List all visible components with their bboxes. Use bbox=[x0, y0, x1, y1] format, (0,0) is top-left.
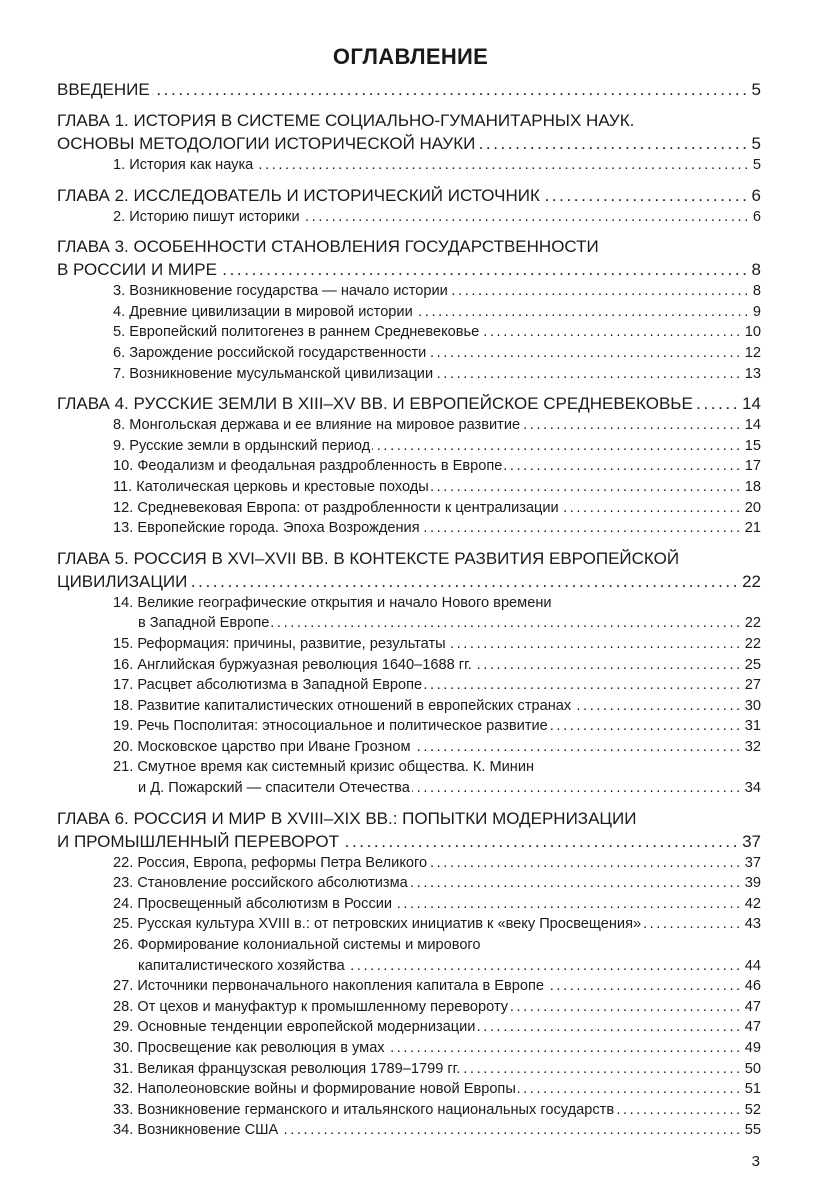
item-title: 7. Возникновение мусульманской цивилизации bbox=[113, 365, 434, 382]
item-page-number: 27 bbox=[744, 677, 761, 694]
dot-leader bbox=[448, 634, 743, 655]
dot-leader bbox=[429, 853, 743, 874]
item-page-number: 31 bbox=[744, 718, 761, 735]
item-page-number: 10 bbox=[744, 324, 761, 341]
chapter-page-number: 22 bbox=[742, 571, 761, 591]
chapter-line bbox=[57, 109, 761, 132]
chapter-title: ГЛАВА 3. ОСОБЕННОСТИ СТАНОВЛЕНИЯ ГОСУДАРСТВЕННОСТИ bbox=[57, 237, 599, 257]
chapter-title: ЦИВИЛИЗАЦИИ bbox=[57, 571, 188, 591]
item-line bbox=[57, 364, 761, 385]
item-title: 10. Феодализм и феодальная раздробленность в Европе bbox=[113, 458, 503, 475]
item-page-number: 30 bbox=[744, 697, 761, 714]
item-page-number: 8 bbox=[752, 283, 761, 300]
chapter-page-number: 14 bbox=[742, 394, 761, 414]
chapter-line bbox=[57, 78, 761, 101]
chapter-line bbox=[57, 830, 761, 853]
item-title: 27. Источники первоначального накопления капитала в Европе bbox=[113, 978, 545, 995]
item-page-number: 5 bbox=[752, 157, 761, 173]
item-title: 6. Зарождение российской государственности bbox=[113, 344, 427, 361]
item-line bbox=[57, 716, 761, 737]
item-line bbox=[57, 976, 761, 997]
dot-leader bbox=[347, 956, 743, 977]
dot-leader bbox=[410, 873, 743, 894]
item-title: 15. Реформация: причины, развитие, результаты bbox=[113, 635, 446, 652]
toc-item[interactable] bbox=[57, 593, 761, 634]
toc-item[interactable] bbox=[57, 477, 761, 498]
item-line bbox=[57, 1059, 761, 1080]
item-line bbox=[57, 1100, 761, 1121]
item-title: 2. Историю пишут историки bbox=[113, 208, 300, 225]
dot-leader bbox=[573, 696, 743, 717]
page-title: ОГЛАВЛЕНИЕ bbox=[332, 44, 489, 69]
item-page-number: 43 bbox=[744, 916, 761, 933]
toc-item[interactable] bbox=[57, 873, 761, 894]
item-title: 20. Московское царство при Иване Грозном bbox=[113, 738, 411, 755]
chapter-line bbox=[57, 547, 761, 570]
dot-leader bbox=[431, 477, 743, 498]
toc-item[interactable] bbox=[57, 853, 761, 874]
dot-leader bbox=[504, 456, 742, 477]
item-page-number: 17 bbox=[744, 458, 761, 475]
chapter-line bbox=[57, 807, 761, 830]
chapter-title: ГЛАВА 1. ИСТОРИЯ В СИСТЕМЕ СОЦИАЛЬНО-ГУМАНИТАРНЫХ НАУК. bbox=[57, 111, 635, 130]
item-title: 21. Смутное время как системный кризис общества. К. Минин bbox=[113, 759, 535, 776]
dot-leader bbox=[413, 737, 743, 758]
dot-leader bbox=[189, 570, 740, 593]
item-title: 11. Католическая церковь и крестовые походы bbox=[113, 478, 429, 495]
item-page-number: 34 bbox=[744, 780, 761, 797]
item-page-number: 50 bbox=[744, 1060, 761, 1077]
dot-leader bbox=[542, 184, 750, 207]
item-page-number: 25 bbox=[744, 656, 761, 673]
dot-leader bbox=[428, 343, 742, 364]
toc-item[interactable] bbox=[57, 997, 761, 1018]
toc-item[interactable] bbox=[57, 675, 761, 696]
item-page-number: 51 bbox=[744, 1081, 761, 1098]
toc-chapter[interactable] bbox=[57, 392, 761, 539]
item-title: 5. Европейский политогенез в раннем Средневековье bbox=[113, 324, 480, 341]
item-page-number: 15 bbox=[744, 437, 761, 454]
toc-item[interactable] bbox=[57, 737, 761, 758]
toc-item[interactable] bbox=[57, 155, 761, 176]
item-title: 25. Русская культура XVIII в.: от петровских инициатив к «веку Просвещения» bbox=[113, 916, 642, 933]
item-page-number: 42 bbox=[744, 895, 761, 912]
dot-leader bbox=[450, 281, 751, 302]
dot-leader bbox=[422, 518, 743, 539]
chapter-title: ГЛАВА 6. РОССИЯ И МИР В XVIII–XIX ВВ.: ПОПЫТКИ МОДЕРНИЗАЦИИ bbox=[57, 808, 637, 828]
dot-leader bbox=[415, 302, 751, 323]
item-page-number: 46 bbox=[744, 978, 761, 995]
toc-item[interactable] bbox=[57, 518, 761, 539]
item-line bbox=[57, 1120, 761, 1141]
toc-chapter[interactable] bbox=[57, 547, 761, 799]
item-title: и Д. Пожарский — спасители Отечества bbox=[138, 780, 410, 797]
dot-leader bbox=[561, 498, 743, 519]
dot-leader bbox=[435, 364, 743, 385]
toc-item[interactable] bbox=[57, 1100, 761, 1121]
item-title: 31. Великая французская революция 1789–1799 гг. bbox=[113, 1060, 461, 1077]
chapter-line bbox=[57, 392, 761, 415]
dot-leader bbox=[152, 78, 750, 101]
dot-leader bbox=[550, 716, 743, 737]
item-line bbox=[57, 415, 761, 436]
dot-leader bbox=[477, 1017, 742, 1038]
item-page-number: 9 bbox=[752, 303, 761, 320]
toc-item[interactable] bbox=[57, 1017, 761, 1038]
item-page-number: 47 bbox=[744, 998, 761, 1015]
item-line bbox=[57, 498, 761, 519]
dot-leader bbox=[372, 436, 743, 457]
item-page-number: 21 bbox=[744, 520, 761, 537]
item-title: 26. Формирование колониальной системы и мирового bbox=[113, 937, 481, 954]
item-line bbox=[57, 894, 761, 915]
item-title: 9. Русские земли в ордынский период bbox=[113, 437, 371, 454]
item-page-number: 22 bbox=[744, 635, 761, 652]
toc-item[interactable] bbox=[57, 364, 761, 385]
toc-item[interactable] bbox=[57, 322, 761, 343]
toc-item[interactable] bbox=[57, 456, 761, 477]
item-page-number: 32 bbox=[744, 738, 761, 755]
item-title: 13. Европейские города. Эпоха Возрождения bbox=[113, 520, 420, 537]
item-line bbox=[57, 613, 761, 634]
dot-leader bbox=[643, 914, 743, 935]
item-line bbox=[57, 322, 761, 343]
chapter-page-number: 5 bbox=[751, 134, 761, 153]
chapter-title: ГЛАВА 4. РУССКИЕ ЗЕМЛИ В XIII–XV ВВ. И ЕВРОПЕЙСКОЕ СРЕДНЕВЕКОВЬЕ bbox=[57, 394, 693, 414]
dot-leader bbox=[522, 415, 743, 436]
dot-leader bbox=[474, 655, 743, 676]
chapter-line bbox=[57, 570, 761, 593]
item-line bbox=[57, 914, 761, 935]
item-line bbox=[57, 436, 761, 457]
toc-item[interactable] bbox=[57, 1038, 761, 1059]
toc-item[interactable] bbox=[57, 281, 761, 302]
table-of-contents bbox=[57, 78, 761, 1141]
toc-item[interactable] bbox=[57, 914, 761, 935]
item-title: 4. Древние цивилизации в мировой истории bbox=[113, 303, 413, 320]
chapter-title: ОСНОВЫ МЕТОДОЛОГИИ ИСТОРИЧЕСКОЙ НАУКИ bbox=[57, 134, 476, 153]
item-line bbox=[57, 477, 761, 498]
item-page-number: 14 bbox=[744, 417, 761, 434]
toc-introduction[interactable] bbox=[57, 78, 761, 101]
item-page-number: 49 bbox=[744, 1040, 761, 1056]
item-title: 18. Развитие капиталистических отношений в европейских странах bbox=[113, 697, 572, 714]
dot-leader bbox=[518, 1079, 743, 1100]
chapter-line bbox=[57, 258, 761, 281]
dot-leader bbox=[616, 1100, 743, 1121]
toc-item[interactable] bbox=[57, 696, 761, 717]
chapter-title: ВВЕДЕНИЕ bbox=[57, 80, 150, 99]
page-number: 3 bbox=[751, 1153, 760, 1170]
item-line bbox=[57, 1017, 761, 1038]
dot-leader bbox=[424, 675, 743, 696]
chapter-title: И ПРОМЫШЛЕННЫЙ ПЕРЕВОРОТ bbox=[57, 831, 339, 851]
toc-item[interactable] bbox=[57, 343, 761, 364]
item-title: 34. Возникновение США bbox=[113, 1122, 279, 1139]
item-title: 32. Наполеоновские войны и формирование новой Европы bbox=[113, 1081, 516, 1098]
item-page-number: 37 bbox=[744, 854, 761, 871]
item-title: в Западной Европе bbox=[138, 615, 270, 632]
item-title: 16. Английская буржуазная революция 1640–1688 гг. bbox=[113, 656, 472, 673]
toc-item[interactable] bbox=[57, 302, 761, 323]
toc-item[interactable] bbox=[57, 935, 761, 976]
chapter-title: В РОССИИ И МИРЕ bbox=[57, 260, 217, 280]
dot-leader bbox=[695, 392, 740, 415]
dot-leader bbox=[462, 1059, 742, 1080]
chapter-page-number: 6 bbox=[751, 185, 761, 205]
toc-item[interactable] bbox=[57, 1079, 761, 1100]
item-line bbox=[57, 207, 761, 228]
item-line bbox=[57, 343, 761, 364]
chapter-page-number: 8 bbox=[751, 260, 761, 280]
item-line bbox=[57, 302, 761, 323]
item-line bbox=[57, 737, 761, 758]
item-title: 14. Великие географические открытия и начало Нового времени bbox=[113, 594, 552, 611]
toc-item[interactable] bbox=[57, 1059, 761, 1080]
item-line bbox=[57, 518, 761, 539]
item-title: 3. Возникновение государства — начало истории bbox=[113, 283, 448, 300]
toc-item[interactable] bbox=[57, 436, 761, 457]
dot-leader bbox=[546, 976, 743, 997]
dot-leader bbox=[302, 207, 751, 228]
item-title: 1. История как наука bbox=[113, 157, 254, 173]
item-line bbox=[57, 935, 761, 956]
toc-chapter[interactable] bbox=[57, 807, 761, 1141]
item-line bbox=[57, 778, 761, 799]
item-page-number: 6 bbox=[752, 208, 761, 225]
toc-item[interactable] bbox=[57, 634, 761, 655]
chapter-title: ГЛАВА 2. ИССЛЕДОВАТЕЛЬ И ИСТОРИЧЕСКИЙ ИСТОЧНИК bbox=[57, 185, 540, 205]
toc-item[interactable] bbox=[57, 1120, 761, 1141]
toc-item[interactable] bbox=[57, 655, 761, 676]
item-page-number: 44 bbox=[744, 957, 761, 974]
dot-leader bbox=[412, 778, 743, 799]
item-page-number: 39 bbox=[744, 875, 761, 892]
item-title: капиталистического хозяйства bbox=[138, 957, 345, 974]
dot-leader bbox=[481, 322, 743, 343]
item-page-number: 18 bbox=[744, 478, 761, 495]
dot-leader bbox=[477, 132, 749, 155]
dot-leader bbox=[219, 258, 750, 281]
item-page-number: 20 bbox=[744, 499, 761, 516]
item-line bbox=[57, 873, 761, 894]
toc-item[interactable] bbox=[57, 207, 761, 228]
item-title: 30. Просвещение как революция в умах bbox=[113, 1040, 385, 1056]
item-title: 12. Средневековая Европа: от раздробленности к централизации bbox=[113, 499, 559, 516]
item-line bbox=[57, 956, 761, 977]
item-page-number: 22 bbox=[744, 615, 761, 632]
item-line bbox=[57, 997, 761, 1018]
item-line bbox=[57, 1079, 761, 1100]
toc-chapter[interactable] bbox=[57, 235, 761, 384]
item-title: 22. Россия, Европа, реформы Петра Великого bbox=[113, 854, 428, 871]
dot-leader bbox=[510, 997, 743, 1018]
toc-item[interactable] bbox=[57, 716, 761, 737]
toc-item[interactable] bbox=[57, 757, 761, 798]
chapter-page-number: 5 bbox=[751, 80, 761, 99]
toc-item[interactable] bbox=[57, 976, 761, 997]
item-title: 19. Речь Посполитая: этносоциальное и политическое развитие bbox=[113, 718, 548, 735]
dot-leader bbox=[255, 155, 751, 176]
dot-leader bbox=[271, 613, 742, 634]
item-line bbox=[57, 456, 761, 477]
dot-leader bbox=[341, 830, 740, 853]
chapter-line bbox=[57, 235, 761, 258]
item-title: 24. Просвещенный абсолютизм в России bbox=[113, 895, 393, 912]
item-title: 29. Основные тенденции европейской модернизации bbox=[113, 1019, 476, 1036]
chapter-line bbox=[57, 184, 761, 207]
item-line bbox=[57, 634, 761, 655]
item-page-number: 13 bbox=[744, 365, 761, 382]
item-page-number: 52 bbox=[744, 1101, 761, 1118]
item-page-number: 12 bbox=[744, 344, 761, 361]
toc-item[interactable] bbox=[57, 894, 761, 915]
item-line bbox=[57, 757, 761, 778]
dot-leader bbox=[387, 1038, 743, 1059]
item-title: 23. Становление российского абсолютизма bbox=[113, 875, 408, 892]
item-line bbox=[57, 155, 761, 176]
toc-item[interactable] bbox=[57, 415, 761, 436]
item-line bbox=[57, 655, 761, 676]
toc-chapter[interactable] bbox=[57, 109, 761, 176]
item-title: 17. Расцвет абсолютизма в Западной Европе bbox=[113, 677, 423, 694]
item-title: 33. Возникновение германского и итальянского национальных государств bbox=[113, 1101, 615, 1118]
item-line bbox=[57, 1038, 761, 1059]
item-line bbox=[57, 281, 761, 302]
item-line bbox=[57, 593, 761, 614]
item-line bbox=[57, 853, 761, 874]
item-line bbox=[57, 696, 761, 717]
toc-chapter[interactable] bbox=[57, 184, 761, 228]
chapter-page-number: 37 bbox=[742, 831, 761, 851]
dot-leader bbox=[280, 1120, 743, 1141]
item-title: 8. Монгольская держава и ее влияние на мировое развитие bbox=[113, 417, 521, 434]
chapter-title: ГЛАВА 5. РОССИЯ В XVI–XVII ВВ. В КОНТЕКСТЕ РАЗВИТИЯ ЕВРОПЕЙСКОЙ bbox=[57, 548, 680, 568]
dot-leader bbox=[394, 894, 743, 915]
item-line bbox=[57, 675, 761, 696]
toc-item[interactable] bbox=[57, 498, 761, 519]
chapter-line bbox=[57, 132, 761, 155]
item-page-number: 55 bbox=[744, 1122, 761, 1139]
item-page-number: 47 bbox=[744, 1019, 761, 1036]
item-title: 28. От цехов и мануфактур к промышленному перевороту bbox=[113, 998, 509, 1015]
